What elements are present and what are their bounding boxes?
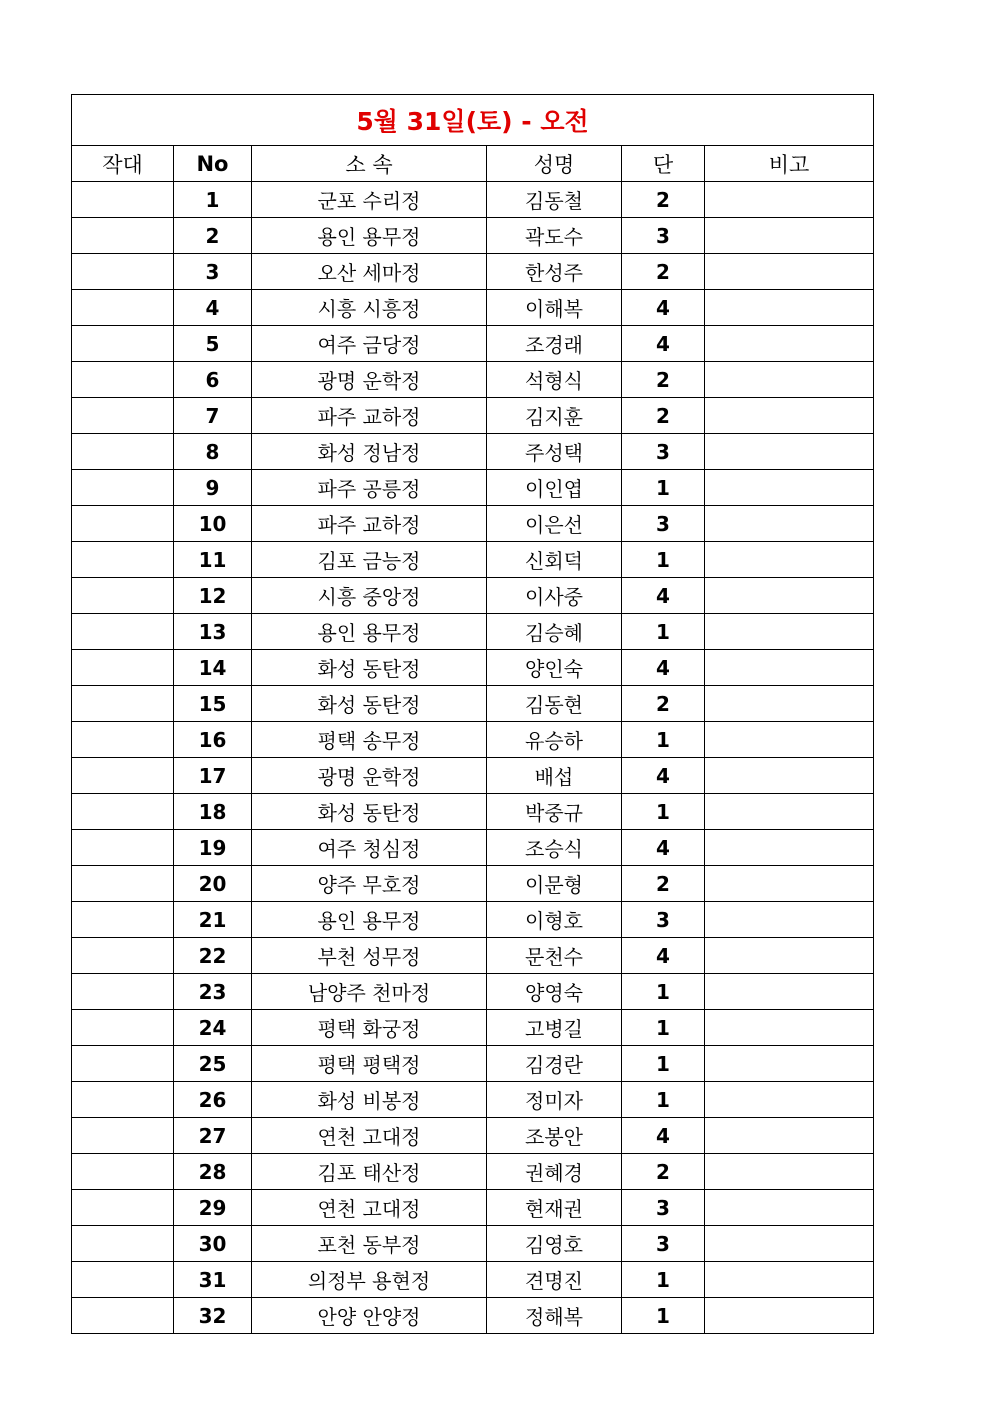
jakdae-cell [72, 398, 174, 434]
sosok-cell: 광명 운학정 [252, 362, 487, 398]
bigo-cell [705, 794, 874, 830]
sosok-cell: 화성 정남정 [252, 434, 487, 470]
jakdae-cell [72, 1046, 174, 1082]
col-header-sosok: 소 속 [252, 146, 487, 182]
table-row [72, 1226, 874, 1262]
sosok-cell: 시흥 중앙정 [252, 578, 487, 614]
bigo-cell [705, 758, 874, 794]
sosok-cell: 화성 동탄정 [252, 794, 487, 830]
name-cell: 문천수 [487, 938, 622, 974]
name-cell: 이문형 [487, 866, 622, 902]
no-cell: 13 [174, 614, 252, 650]
no-cell: 23 [174, 974, 252, 1010]
no-cell: 12 [174, 578, 252, 614]
sosok-cell: 파주 교하정 [252, 398, 487, 434]
dan-cell: 1 [622, 470, 705, 506]
col-header-jakdae: 작대 [72, 146, 174, 182]
sosok-cell: 안양 안양정 [252, 1298, 487, 1334]
table-row [72, 290, 874, 326]
table-row [72, 1154, 874, 1190]
dan-cell: 1 [622, 1298, 705, 1334]
name-cell: 김동현 [487, 686, 622, 722]
jakdae-cell [72, 254, 174, 290]
dan-cell: 4 [622, 830, 705, 866]
sosok-cell: 김포 금능정 [252, 542, 487, 578]
bigo-cell [705, 1010, 874, 1046]
no-cell: 31 [174, 1262, 252, 1298]
table-row [72, 1046, 874, 1082]
jakdae-cell [72, 1298, 174, 1334]
no-cell: 22 [174, 938, 252, 974]
table-row [72, 182, 874, 218]
col-header-bigo: 비고 [705, 146, 874, 182]
sosok-cell: 시흥 시흥정 [252, 290, 487, 326]
dan-cell: 2 [622, 686, 705, 722]
no-cell: 4 [174, 290, 252, 326]
jakdae-cell [72, 362, 174, 398]
sosok-cell: 용인 용무정 [252, 902, 487, 938]
table-row [72, 974, 874, 1010]
no-cell: 16 [174, 722, 252, 758]
name-cell: 김지훈 [487, 398, 622, 434]
bigo-cell [705, 974, 874, 1010]
bigo-cell [705, 362, 874, 398]
name-cell: 조승식 [487, 830, 622, 866]
dan-cell: 1 [622, 794, 705, 830]
table-row [72, 1298, 874, 1334]
dan-cell: 2 [622, 362, 705, 398]
jakdae-cell [72, 1226, 174, 1262]
dan-cell: 3 [622, 218, 705, 254]
bigo-cell [705, 1046, 874, 1082]
no-cell: 32 [174, 1298, 252, 1334]
bigo-cell [705, 290, 874, 326]
bigo-cell [705, 650, 874, 686]
col-header-name: 성명 [487, 146, 622, 182]
table-body [72, 182, 874, 1334]
sosok-cell: 연천 고대정 [252, 1118, 487, 1154]
dan-cell: 3 [622, 1226, 705, 1262]
table-row [72, 794, 874, 830]
no-cell: 21 [174, 902, 252, 938]
name-cell: 정미자 [487, 1082, 622, 1118]
bigo-cell [705, 542, 874, 578]
no-cell: 26 [174, 1082, 252, 1118]
sosok-cell: 파주 교하정 [252, 506, 487, 542]
table-row [72, 362, 874, 398]
sosok-cell: 오산 세마정 [252, 254, 487, 290]
bigo-cell [705, 578, 874, 614]
table-row [72, 902, 874, 938]
bigo-cell [705, 434, 874, 470]
dan-cell: 2 [622, 254, 705, 290]
table-row [72, 398, 874, 434]
table-row [72, 506, 874, 542]
bigo-cell [705, 218, 874, 254]
sosok-cell: 부천 성무정 [252, 938, 487, 974]
dan-cell: 4 [622, 578, 705, 614]
dan-cell: 1 [622, 722, 705, 758]
jakdae-cell [72, 218, 174, 254]
sosok-cell: 군포 수리정 [252, 182, 487, 218]
jakdae-cell [72, 794, 174, 830]
no-cell: 27 [174, 1118, 252, 1154]
bigo-cell [705, 938, 874, 974]
jakdae-cell [72, 974, 174, 1010]
jakdae-cell [72, 758, 174, 794]
no-cell: 6 [174, 362, 252, 398]
jakdae-cell [72, 1082, 174, 1118]
name-cell: 박중규 [487, 794, 622, 830]
dan-cell: 2 [622, 1154, 705, 1190]
name-cell: 현재권 [487, 1190, 622, 1226]
name-cell: 이형호 [487, 902, 622, 938]
sosok-cell: 평택 화궁정 [252, 1010, 487, 1046]
jakdae-cell [72, 326, 174, 362]
jakdae-cell [72, 830, 174, 866]
bigo-cell [705, 1190, 874, 1226]
jakdae-cell [72, 542, 174, 578]
bigo-cell [705, 1298, 874, 1334]
bigo-cell [705, 902, 874, 938]
jakdae-cell [72, 506, 174, 542]
dan-cell: 2 [622, 182, 705, 218]
sosok-cell: 여주 청심정 [252, 830, 487, 866]
jakdae-cell [72, 1262, 174, 1298]
bigo-cell [705, 1082, 874, 1118]
bigo-cell [705, 722, 874, 758]
jakdae-cell [72, 902, 174, 938]
table-row [72, 470, 874, 506]
no-cell: 25 [174, 1046, 252, 1082]
name-cell: 정해복 [487, 1298, 622, 1334]
bigo-cell [705, 398, 874, 434]
sosok-cell: 포천 동부정 [252, 1226, 487, 1262]
sosok-cell: 연천 고대정 [252, 1190, 487, 1226]
no-cell: 14 [174, 650, 252, 686]
no-cell: 24 [174, 1010, 252, 1046]
sosok-cell: 용인 용무정 [252, 614, 487, 650]
dan-cell: 3 [622, 434, 705, 470]
dan-cell: 4 [622, 758, 705, 794]
table-row [72, 1082, 874, 1118]
jakdae-cell [72, 578, 174, 614]
name-cell: 유승하 [487, 722, 622, 758]
jakdae-cell [72, 938, 174, 974]
sosok-cell: 의정부 용현정 [252, 1262, 487, 1298]
dan-cell: 1 [622, 1010, 705, 1046]
bigo-cell [705, 1154, 874, 1190]
name-cell: 석형식 [487, 362, 622, 398]
jakdae-cell [72, 1154, 174, 1190]
no-cell: 19 [174, 830, 252, 866]
dan-cell: 3 [622, 902, 705, 938]
bigo-cell [705, 182, 874, 218]
sosok-cell: 용인 용무정 [252, 218, 487, 254]
jakdae-cell [72, 614, 174, 650]
jakdae-cell [72, 182, 174, 218]
table-row [72, 866, 874, 902]
name-cell: 조봉안 [487, 1118, 622, 1154]
no-cell: 2 [174, 218, 252, 254]
name-cell: 김동철 [487, 182, 622, 218]
jakdae-cell [72, 434, 174, 470]
no-cell: 9 [174, 470, 252, 506]
dan-cell: 4 [622, 1118, 705, 1154]
table-row [72, 254, 874, 290]
dan-cell: 1 [622, 974, 705, 1010]
sosok-cell: 광명 운학정 [252, 758, 487, 794]
no-cell: 18 [174, 794, 252, 830]
name-cell: 신회덕 [487, 542, 622, 578]
no-cell: 15 [174, 686, 252, 722]
table-row [72, 722, 874, 758]
sosok-cell: 화성 동탄정 [252, 650, 487, 686]
dan-cell: 1 [622, 614, 705, 650]
no-cell: 17 [174, 758, 252, 794]
bigo-cell [705, 686, 874, 722]
dan-cell: 1 [622, 1046, 705, 1082]
table-row [72, 830, 874, 866]
no-cell: 5 [174, 326, 252, 362]
no-cell: 1 [174, 182, 252, 218]
bigo-cell [705, 1226, 874, 1262]
table-row [72, 542, 874, 578]
dan-cell: 4 [622, 650, 705, 686]
bigo-cell [705, 1262, 874, 1298]
name-cell: 양영숙 [487, 974, 622, 1010]
sosok-cell: 평택 평택정 [252, 1046, 487, 1082]
bigo-cell [705, 470, 874, 506]
jakdae-cell [72, 1190, 174, 1226]
name-cell: 양인숙 [487, 650, 622, 686]
sosok-cell: 김포 태산정 [252, 1154, 487, 1190]
no-cell: 10 [174, 506, 252, 542]
col-header-no: No [174, 146, 252, 182]
name-cell: 김경란 [487, 1046, 622, 1082]
no-cell: 11 [174, 542, 252, 578]
no-cell: 29 [174, 1190, 252, 1226]
name-cell: 이은선 [487, 506, 622, 542]
name-cell: 이해복 [487, 290, 622, 326]
table-row [72, 686, 874, 722]
jakdae-cell [72, 866, 174, 902]
name-cell: 조경래 [487, 326, 622, 362]
name-cell: 견명진 [487, 1262, 622, 1298]
no-cell: 3 [174, 254, 252, 290]
table-row [72, 1262, 874, 1298]
table-row [72, 1118, 874, 1154]
sosok-cell: 파주 공릉정 [252, 470, 487, 506]
bigo-cell [705, 506, 874, 542]
name-cell: 이인엽 [487, 470, 622, 506]
name-cell: 이사중 [487, 578, 622, 614]
sosok-cell: 여주 금당정 [252, 326, 487, 362]
name-cell: 곽도수 [487, 218, 622, 254]
jakdae-cell [72, 650, 174, 686]
jakdae-cell [72, 686, 174, 722]
bigo-cell [705, 254, 874, 290]
dan-cell: 2 [622, 398, 705, 434]
bigo-cell [705, 830, 874, 866]
page-title: 5월 31일(토) - 오전 [72, 95, 874, 146]
dan-cell: 3 [622, 506, 705, 542]
name-cell: 김승혜 [487, 614, 622, 650]
no-cell: 28 [174, 1154, 252, 1190]
jakdae-cell [72, 1118, 174, 1154]
bigo-cell [705, 866, 874, 902]
jakdae-cell [72, 470, 174, 506]
sosok-cell: 화성 비봉정 [252, 1082, 487, 1118]
table-row [72, 1190, 874, 1226]
dan-cell: 4 [622, 290, 705, 326]
bigo-cell [705, 326, 874, 362]
col-header-dan: 단 [622, 146, 705, 182]
roster-table [71, 94, 874, 1334]
dan-cell: 2 [622, 866, 705, 902]
table-row [72, 938, 874, 974]
jakdae-cell [72, 290, 174, 326]
dan-cell: 3 [622, 1190, 705, 1226]
no-cell: 8 [174, 434, 252, 470]
jakdae-cell [72, 1010, 174, 1046]
table-row [72, 434, 874, 470]
dan-cell: 4 [622, 326, 705, 362]
table-row [72, 326, 874, 362]
bigo-cell [705, 1118, 874, 1154]
no-cell: 7 [174, 398, 252, 434]
name-cell: 배섭 [487, 758, 622, 794]
sosok-cell: 양주 무호정 [252, 866, 487, 902]
table-row [72, 758, 874, 794]
bigo-cell [705, 614, 874, 650]
table-row [72, 614, 874, 650]
table-row [72, 650, 874, 686]
name-cell: 주성택 [487, 434, 622, 470]
no-cell: 20 [174, 866, 252, 902]
table-row [72, 1010, 874, 1046]
dan-cell: 1 [622, 1262, 705, 1298]
jakdae-cell [72, 722, 174, 758]
sosok-cell: 남양주 천마정 [252, 974, 487, 1010]
dan-cell: 1 [622, 1082, 705, 1118]
no-cell: 30 [174, 1226, 252, 1262]
dan-cell: 4 [622, 938, 705, 974]
name-cell: 고병길 [487, 1010, 622, 1046]
name-cell: 김영호 [487, 1226, 622, 1262]
table-row [72, 218, 874, 254]
name-cell: 권혜경 [487, 1154, 622, 1190]
sosok-cell: 화성 동탄정 [252, 686, 487, 722]
sosok-cell: 평택 송무정 [252, 722, 487, 758]
table-row [72, 578, 874, 614]
header-row [72, 146, 874, 182]
name-cell: 한성주 [487, 254, 622, 290]
dan-cell: 1 [622, 542, 705, 578]
